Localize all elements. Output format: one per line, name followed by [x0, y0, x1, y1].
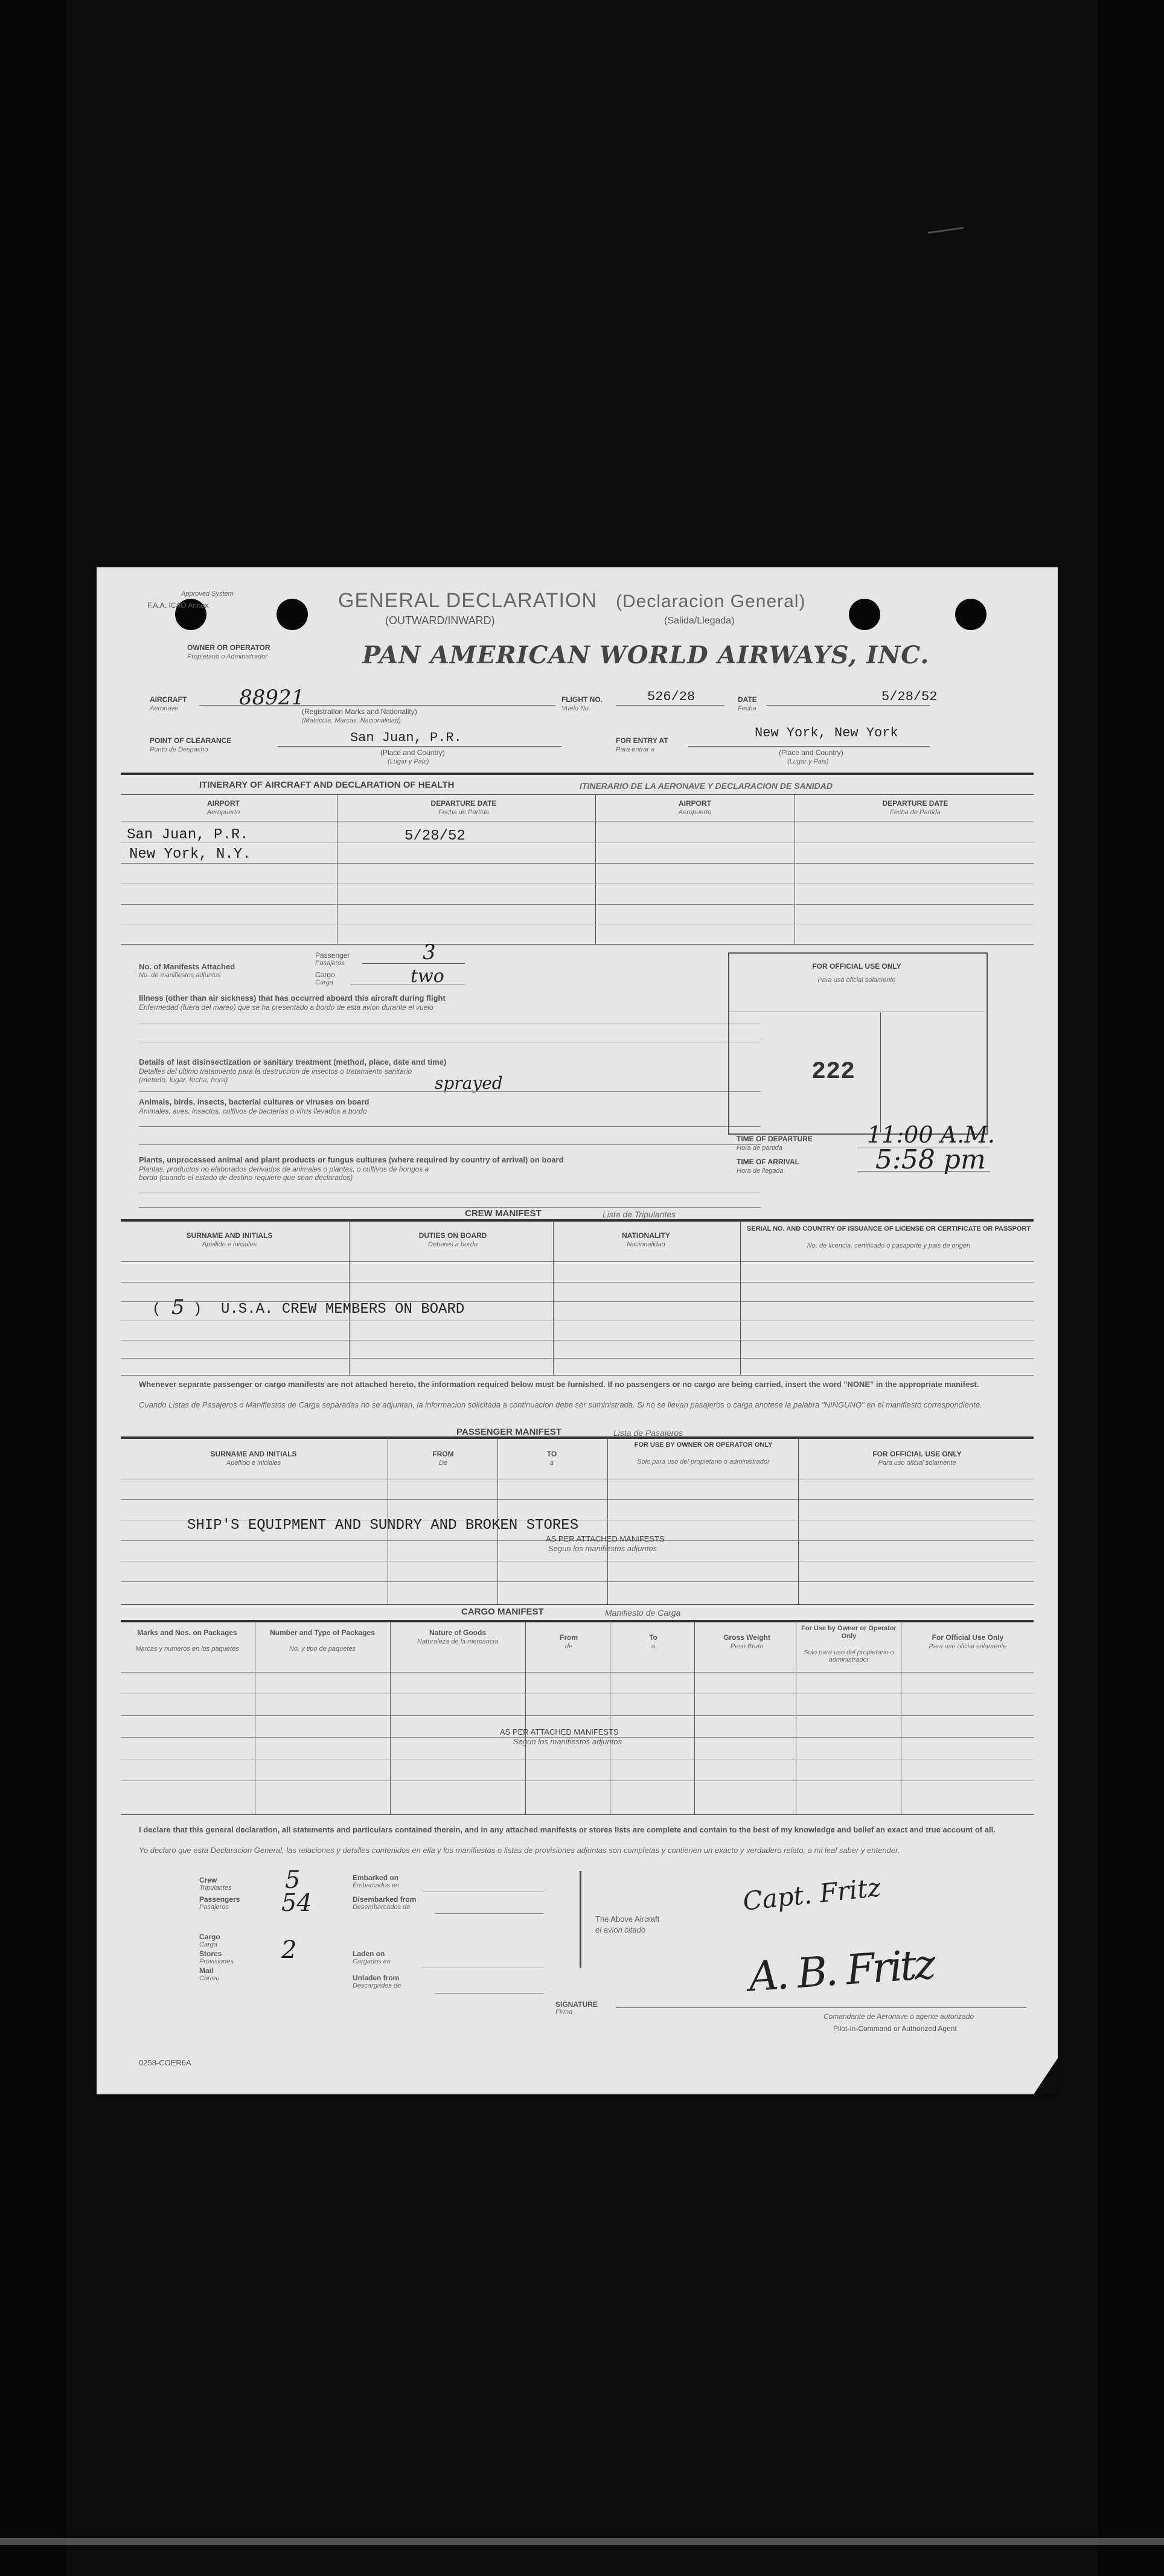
date-line	[767, 705, 930, 706]
cargo-col-number-es: No. y tipo de paquetes	[289, 1645, 356, 1653]
signature-label-es: Firma	[555, 2009, 573, 2016]
unladen-label-es: Descargados de	[353, 1982, 401, 1989]
cargo-heading-es: Manifiesto de Carga	[605, 1608, 681, 1618]
illness-label: Illness (other than air sickness) that has occurred aboard this aircraft during flight	[139, 993, 446, 1003]
crew-col-duties-es: Deberes a bordo	[428, 1241, 478, 1248]
crew-col-duties: DUTIES ON BOARD	[418, 1231, 487, 1240]
passenger-value: 3	[423, 940, 436, 964]
cargo-col-weight: Gross Weight	[723, 1633, 770, 1642]
operator-logo: PAN AMERICAN WORLD AIRWAYS, INC.	[362, 641, 930, 669]
crew-total-label-es: Tripulantes	[199, 1884, 232, 1892]
laden-label-es: Cargados en	[353, 1958, 391, 1965]
plants-label-es2: bordo (cuando el estado de destino requiere que sean declarados)	[139, 1173, 353, 1182]
crew-heading: CREW MANIFEST	[465, 1208, 542, 1219]
arrival-line	[857, 1171, 990, 1172]
place2-label-es: (Lugar y Pais)	[787, 758, 829, 765]
pass-col-owner-es: Solo para uso del propietario o administrador	[637, 1458, 770, 1465]
section-rule	[121, 1620, 1034, 1622]
passenger-entry-text: SHIP'S EQUIPMENT AND SUNDRY AND BROKEN STORES	[187, 1517, 579, 1534]
commander-label-en: Pilot-In-Command or Authorized Agent	[833, 2024, 957, 2033]
departure-time-label-es: Hora de partida	[737, 1144, 782, 1152]
passenger-heading-es: Lista de Pasajeros	[613, 1428, 683, 1438]
cargo-col-nature: Nature of Goods	[429, 1628, 486, 1637]
crew-col-license: SERIAL NO. AND COUNTRY OF ISSUANCE OF LICENSE OR CERTIFICATE OR PASSPORT	[746, 1225, 1031, 1232]
crew-col-nationality-es: Nacionalidad	[627, 1241, 665, 1248]
crew-col-nationality: NATIONALITY	[622, 1231, 670, 1240]
punch-hole	[277, 599, 308, 630]
col-departure-es: Fecha de Partida	[438, 809, 489, 816]
mail-label: Mail	[199, 1966, 214, 1975]
row-rule	[139, 1126, 761, 1127]
form-subtitle: (OUTWARD/INWARD)	[385, 614, 495, 626]
col-departure: DEPARTURE DATE	[430, 799, 497, 808]
manifests-label: No. of Manifests Attached	[139, 962, 235, 971]
flight-label-es: Vuelo No.	[561, 705, 591, 712]
official-label: FOR OFFICIAL USE ONLY	[812, 962, 901, 971]
place2-label: (Place and Country)	[779, 748, 843, 757]
commander-label: Comandante de Aeronave o agente autorizado	[823, 2012, 974, 2021]
manifests-label-es: No. de manifiestos adjuntos	[139, 972, 221, 979]
arrival-time-label-es: Hora de llegada	[737, 1167, 784, 1175]
laden-label: Laden on	[353, 1950, 385, 1958]
owner-label: OWNER OR OPERATOR	[187, 643, 270, 652]
section-rule	[121, 1219, 1034, 1222]
flight-line	[616, 705, 724, 706]
passenger-label-es: Pasajeros	[315, 960, 345, 967]
pass-total-label-es: Pasajeros	[199, 1904, 229, 1911]
cargo-total-label-es: Carga	[199, 1941, 217, 1948]
col-airport-2-es: Aeropuerto	[678, 809, 712, 816]
clearance-value: San Juan, P.R.	[350, 730, 462, 745]
col-airport: AIRPORT	[207, 799, 240, 808]
unladen-line	[435, 1993, 543, 1994]
registration-label: (Registration Marks and Nationality)	[302, 707, 417, 716]
cargo-total-value: 2	[281, 1936, 297, 1964]
film-edge-left	[0, 0, 66, 2576]
date-label: DATE	[738, 695, 757, 704]
place-label-es: (Lugar y Pais)	[388, 758, 429, 765]
aircraft-line	[199, 705, 555, 706]
row-rule	[121, 1358, 1034, 1359]
disembarked-line	[435, 1913, 543, 1914]
cargo-col-nature-es: Naturaleza de la mercancia	[417, 1638, 498, 1645]
col-divider	[798, 1438, 799, 1604]
form-title-es: (Declaracion General)	[616, 591, 806, 611]
col-divider	[694, 1621, 695, 1814]
crew-note-es: Cuando Listas de Pasajeros o Manifiestos de Carga separadas no se adjuntan, la informacion solicitada a continuacion debe ser suministrada. Si no se llevan pasajeros o carga anotese la palabra "NINGUNO" en el manifiesto correspondiente.	[139, 1400, 982, 1409]
cargo-value: two	[411, 966, 444, 987]
form-number: 0258-COER6A	[139, 2058, 191, 2067]
row-rule	[139, 1207, 761, 1208]
disembarked-label-es: Desembarcados de	[353, 1904, 411, 1911]
cargo-total-label: Cargo	[199, 1933, 220, 1941]
aircraft-value: 88921	[239, 686, 305, 710]
official-stamp: 222	[811, 1059, 855, 1086]
clearance-label-es: Punto de Despacho	[150, 746, 208, 753]
signature-label: SIGNATURE	[555, 2000, 598, 2009]
stores-label: Stores	[199, 1950, 222, 1958]
row-rule	[121, 1282, 1034, 1283]
flight-label: FLIGHT NO.	[561, 695, 603, 704]
cargo-col-from-es: de	[564, 1643, 573, 1650]
embarked-label-es: Embarcados en	[353, 1882, 400, 1889]
passenger-heading: PASSENGER MANIFEST	[456, 1427, 561, 1437]
pass-col-official-es: Para uso oficial solamente	[878, 1459, 956, 1467]
pass-col-to-es: a	[549, 1459, 554, 1467]
col-divider	[595, 794, 596, 944]
faa-ref: F.A.A. ICAO Annex	[147, 601, 209, 610]
arrival-time-value: 5:58 pm	[875, 1144, 986, 1175]
section-rule	[121, 1604, 1034, 1605]
pass-col-owner: FOR USE BY OWNER OR OPERATOR ONLY	[634, 1441, 773, 1449]
aircraft-label: AIRCRAFT	[150, 695, 187, 704]
col-airport-es: Aeropuerto	[206, 809, 240, 816]
stores-label-es: Provisiones	[199, 1958, 234, 1965]
row-rule	[121, 1581, 1034, 1582]
col-divider	[390, 1621, 391, 1814]
cargo-attached-es: Segun los manifiestos adjuntos	[513, 1737, 622, 1746]
pass-col-from-es: De	[438, 1459, 448, 1467]
section-rule	[121, 1436, 1034, 1439]
pass-total-label: Passengers	[199, 1895, 240, 1904]
row-rule	[139, 1144, 761, 1145]
animals-label-es: Animales, aves, insectos, cultivos de bacterias o virus llevados a bordo	[139, 1107, 367, 1115]
mail-label-es: Correo	[199, 1975, 220, 1982]
crew-entry-text: U.S.A. CREW MEMBERS ON BOARD	[221, 1301, 465, 1318]
owner-label-es: Propietario o Administrador	[187, 653, 267, 660]
crew-entry-open: (	[152, 1301, 161, 1318]
pass-col-to: TO	[546, 1450, 557, 1458]
form-subtitle-es: (Salida/Llegada)	[664, 616, 735, 626]
passenger-attached-es: Segun los manifiestos adjuntos	[548, 1544, 657, 1553]
passenger-line	[362, 963, 465, 964]
passenger-label: Passenger	[315, 951, 350, 960]
official-label-es: Para uso oficial solamente	[817, 977, 896, 984]
disinsect-value: sprayed	[435, 1073, 503, 1093]
section-rule	[121, 1261, 1034, 1262]
date-value: 5/28/52	[881, 689, 938, 704]
entry-label-es: Para entrar a	[616, 746, 655, 753]
crew-note: Whenever separate passenger or cargo manifests are not attached hereto, the information required below must be furnished. If no passengers or no cargo are being carried, insert the word "NONE" in the appropriate manifest.	[139, 1380, 979, 1389]
entry-label: FOR ENTRY AT	[616, 736, 668, 745]
above-aircraft: The Above Aircraft	[595, 1914, 660, 1924]
clearance-line	[278, 746, 561, 747]
registration-label-es: (Matricula, Marcas, Nacionalidad)	[302, 717, 401, 724]
flight-value: 526/28	[647, 689, 696, 704]
col-divider	[525, 1621, 526, 1814]
plants-label-es: Plantas, productos no elaborados derivados de animales o plantas, o cultivos de hongos a	[139, 1165, 429, 1173]
form-title: GENERAL DECLARATION	[338, 589, 597, 612]
cargo-attached: AS PER ATTACHED MANIFESTS	[500, 1727, 619, 1736]
declaration-text-es: Yo declaro que esta Declaracion General, las relaciones y detalles contenidos en ella y los manifiestos o listas de provisiones adjuntas son completas y contienen un exacto y verdadero relato, a mi leal saber y entender.	[139, 1846, 900, 1855]
section-rule	[121, 773, 1034, 775]
signature: A. B. Fritz	[747, 1940, 935, 2001]
cargo-col-official-es: Para uso oficial solamente	[929, 1643, 1007, 1650]
crew-col-name: SURNAME AND INITIALS	[186, 1231, 273, 1240]
section-rule	[121, 1375, 1034, 1376]
itinerary-heading: ITINERARY OF AIRCRAFT AND DECLARATION OF HEALTH	[199, 780, 455, 790]
col-divider	[607, 1438, 608, 1604]
cargo-label-es: Carga	[315, 979, 333, 986]
disinsect-label-es: Detalles del ultimo tratamiento para la destruccion de insectos o tratamiento sanitario	[139, 1067, 412, 1076]
col-divider	[553, 1220, 554, 1375]
crew-total-label: Crew	[199, 1876, 217, 1884]
signature-line	[616, 2007, 1026, 2008]
cargo-col-owner-es: Solo para uso del propietario o administrador	[804, 1649, 894, 1663]
entry-line	[688, 746, 930, 747]
signer-note: Capt. Fritz	[741, 1872, 883, 1916]
pass-col-name-es: Apellido e iniciales	[226, 1459, 281, 1467]
place-label: (Place and Country)	[380, 748, 445, 757]
above-aircraft-es: el avion citado	[595, 1925, 646, 1934]
declaration-text: I declare that this general declaration, all statements and particulars contained therein, and in any attached manifests or stores lists are complete and contain to the best of my knowledge and belief an exact and true account of all.	[139, 1825, 996, 1834]
crew-col-name-es: Apellido e iniciales	[202, 1241, 257, 1248]
col-divider	[349, 1220, 350, 1375]
col-airport-2: AIRPORT	[679, 799, 711, 808]
disinsect-label: Details of last disinsectization or sanitary treatment (method, place, date and time)	[139, 1057, 447, 1066]
pass-col-official: FOR OFFICIAL USE ONLY	[872, 1450, 962, 1458]
brace-mark	[580, 1871, 581, 1968]
general-declaration-form	[97, 567, 1058, 2094]
departure-time-label: TIME OF DEPARTURE	[737, 1135, 813, 1143]
embarked-label: Embarked on	[353, 1873, 399, 1882]
cargo-label: Cargo	[315, 971, 335, 979]
passenger-attached: AS PER ATTACHED MANIFESTS	[546, 1534, 665, 1543]
unladen-label: Unladen from	[353, 1974, 400, 1982]
clearance-label: POINT OF CLEARANCE	[150, 736, 232, 745]
col-departure-2-es: Fecha de Partida	[890, 809, 941, 816]
illness-label-es: Enfermedad (fuera del mareo) que se ha presentado a bordo de esta avion durante el vuelo	[139, 1003, 433, 1012]
cargo-heading: CARGO MANIFEST	[461, 1607, 544, 1617]
approved-note: Approved System	[181, 590, 234, 598]
row-rule	[121, 1340, 1034, 1341]
crew-entry-count: 5	[171, 1295, 185, 1319]
cargo-col-marks: Marks and Nos. on Packages	[137, 1628, 237, 1637]
cargo-col-weight-es: Peso Bruto	[730, 1643, 764, 1650]
itinerary-row1-airport: San Juan, P.R.	[127, 827, 249, 843]
punch-hole	[849, 599, 880, 630]
corner-mark	[928, 227, 966, 247]
col-departure-2: DEPARTURE DATE	[882, 799, 948, 808]
cargo-col-to-es: a	[651, 1643, 656, 1650]
itinerary-heading-es: ITINERARIO DE LA AERONAVE Y DECLARACION DE SANIDAD	[580, 781, 833, 791]
pass-col-from: FROM	[432, 1450, 454, 1458]
section-rule	[121, 944, 1034, 945]
crew-entry-close: )	[193, 1301, 202, 1318]
crew-col-license-es: No. de licencia, certificado o pasaporte y pais de origen	[807, 1242, 971, 1249]
cargo-col-marks-es: Marcas y numeros en los paquetes	[135, 1645, 239, 1653]
crew-total-value: 5	[285, 1866, 301, 1894]
row-rule	[121, 904, 1034, 905]
pass-total-value: 54	[281, 1889, 312, 1917]
crew-heading-es: Lista de Tripulantes	[603, 1210, 676, 1219]
departure-time-value: 11:00 A.M.	[867, 1121, 996, 1148]
cargo-col-from: From	[560, 1633, 578, 1642]
cargo-col-to: To	[649, 1633, 657, 1642]
itinerary-row2-airport: New York, N.Y.	[129, 846, 251, 862]
cargo-col-number: Number and Type of Packages	[270, 1628, 375, 1637]
row-rule	[121, 1715, 1034, 1716]
cargo-col-owner: For Use by Owner or Operator Only	[801, 1625, 897, 1640]
row-rule	[121, 863, 1034, 864]
date-label-es: Fecha	[738, 705, 756, 712]
animals-label: Animals, birds, insects, bacterial cultures or viruses on board	[139, 1097, 369, 1106]
disinsect-label-es2: (metodo, lugar, fecha, hora)	[139, 1076, 228, 1084]
col-divider	[740, 1220, 741, 1375]
row-rule	[139, 1091, 761, 1092]
row-rule	[121, 1499, 1034, 1500]
disembarked-label: Disembarked from	[353, 1895, 417, 1904]
film-bottom-strip	[0, 2538, 1164, 2545]
arrival-time-label: TIME OF ARRIVAL	[737, 1158, 799, 1166]
punch-hole	[955, 599, 987, 630]
official-divider	[880, 1012, 881, 1132]
section-rule	[121, 1814, 1034, 1815]
plants-label: Plants, unprocessed animal and plant products or fungus cultures (where required by country of arrival) on board	[139, 1155, 564, 1164]
cargo-col-official: For Official Use Only	[932, 1633, 1004, 1642]
section-rule	[121, 794, 1034, 795]
itinerary-row1-date: 5/28/52	[405, 828, 465, 844]
aircraft-label-es: Aeronave	[150, 705, 179, 712]
film-edge-right	[1098, 0, 1164, 2576]
pass-col-name: SURNAME AND INITIALS	[210, 1450, 297, 1458]
entry-value: New York, New York	[755, 725, 898, 741]
